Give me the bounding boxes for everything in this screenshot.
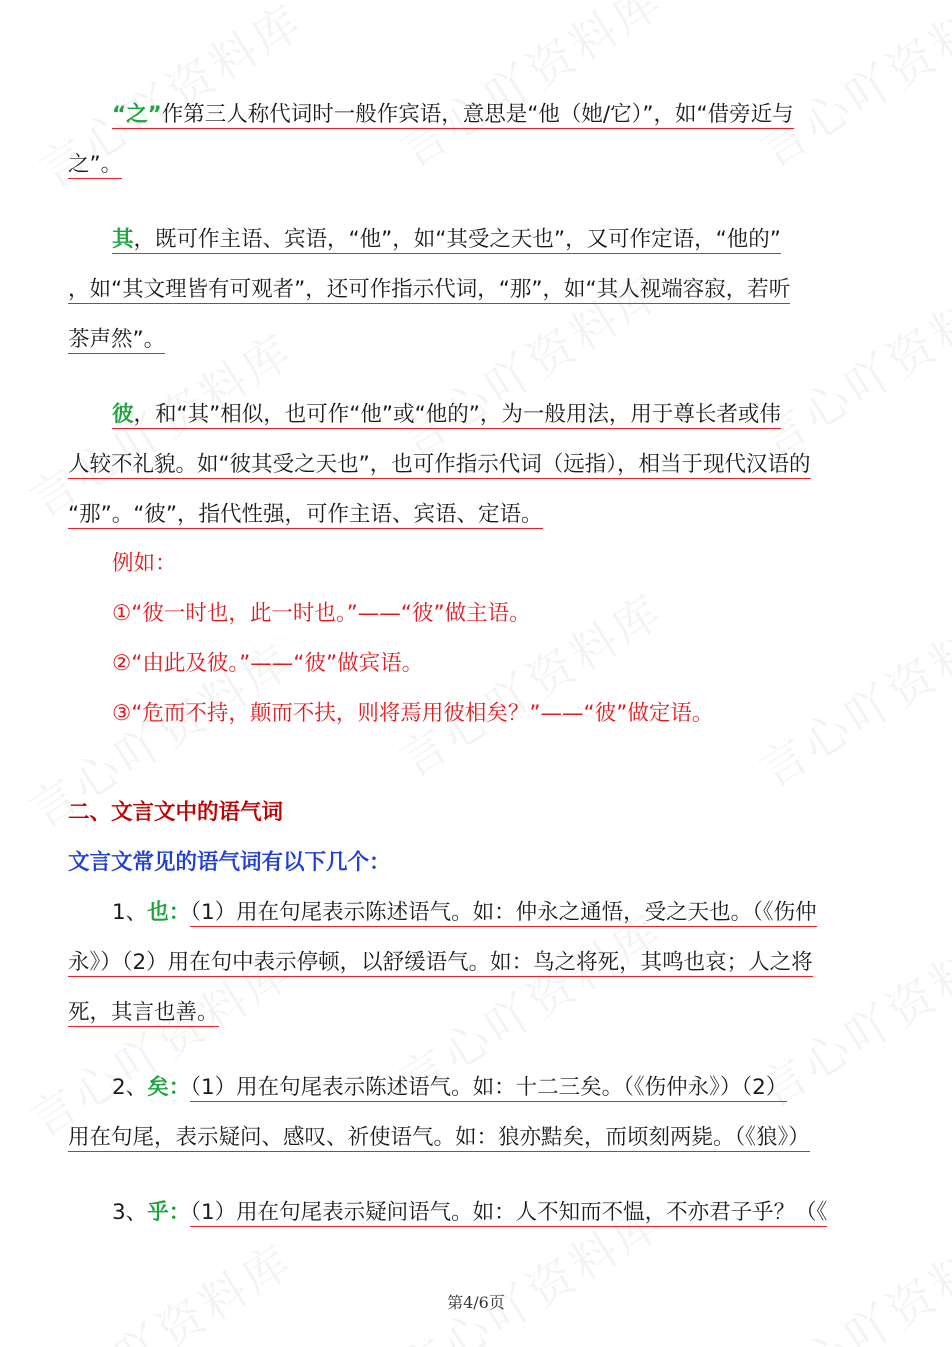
keyword-bi: 彼 [112,402,134,427]
watermark [745,0,952,180]
paragraph-text: 之”。 [68,152,123,177]
paragraph-text: （1）用在句尾表示疑问语气。如：人不知而不愠，不亦君子乎？（《 [190,1200,828,1225]
paragraph-text: ，如“其文理皆有可观者”，还可作指示代词，“那”，如“其人视端容寂，若听 [68,277,791,302]
paragraph-text: 死，其言也善。 [68,1000,219,1025]
keyword-qi: 其 [112,227,134,252]
paragraph-text: 作第三人称代词时一般作宾语，意思是“他（她/它）”，如“借旁近与 [161,102,794,127]
watermark [385,0,674,180]
paragraph-text: （1）用在句尾表示陈述语气。如：仲永之通悟，受之天也。（《伤仲 [190,900,817,925]
paragraph-text: ，既可作主语、宾语，“他”，如“其受之天也”，又可作定语，“他的” [133,227,781,252]
item-number: 2、 [112,1075,148,1100]
paragraph-text: 用在句尾，表示疑问、感叹、祈使语气。如：狼亦黠矣，而顷刻两毙。（《狼》） [68,1125,810,1150]
section-title: 二、文言文中的语气词 [68,800,284,825]
example-item: ②“由此及彼。”——“彼”做宾语。 [112,651,424,676]
item-number: 1、 [112,900,148,925]
keyword-hu: 乎： [147,1200,191,1225]
paragraph-text: 茶声然”。 [68,327,166,352]
paragraph-text: “那”。“彼”，指代性强，可作主语、宾语、定语。 [68,502,543,527]
keyword-ye: 也： [147,900,191,925]
paragraph-text: ，和“其”相似，也可作“他”或“他的”，为一般用法，用于尊长者或伟 [133,402,781,427]
paragraph-text: 永》）（2）用在句中表示停顿，以舒缓语气。如：鸟之将死，其鸣也哀；人之将 [68,950,813,975]
item-number: 3、 [112,1200,148,1225]
paragraph-text: 人较不礼貌。如“彼其受之天也”，也可作指示代词（远指），相当于现代汉语的 [68,452,811,477]
example-item: ③“危而不持，颠而不扶，则将焉用彼相矣？”——“彼”做定语。 [112,701,714,726]
example-item: ①“彼一时也，此一时也。”——“彼”做主语。 [112,601,531,626]
keyword-zhi: “之” [112,102,162,127]
keyword-yi: 矣： [147,1075,191,1100]
page-number: 第4/6页 [447,1293,505,1312]
watermark [15,1226,304,1347]
examples-heading: 例如： [112,551,177,576]
section-subtitle: 文言文常见的语气词有以下几个： [68,850,391,875]
paragraph-text: （1）用在句尾表示陈述语气。如：十二三矣。（《伤仲永》）（2） [190,1075,788,1100]
watermark [745,586,952,801]
